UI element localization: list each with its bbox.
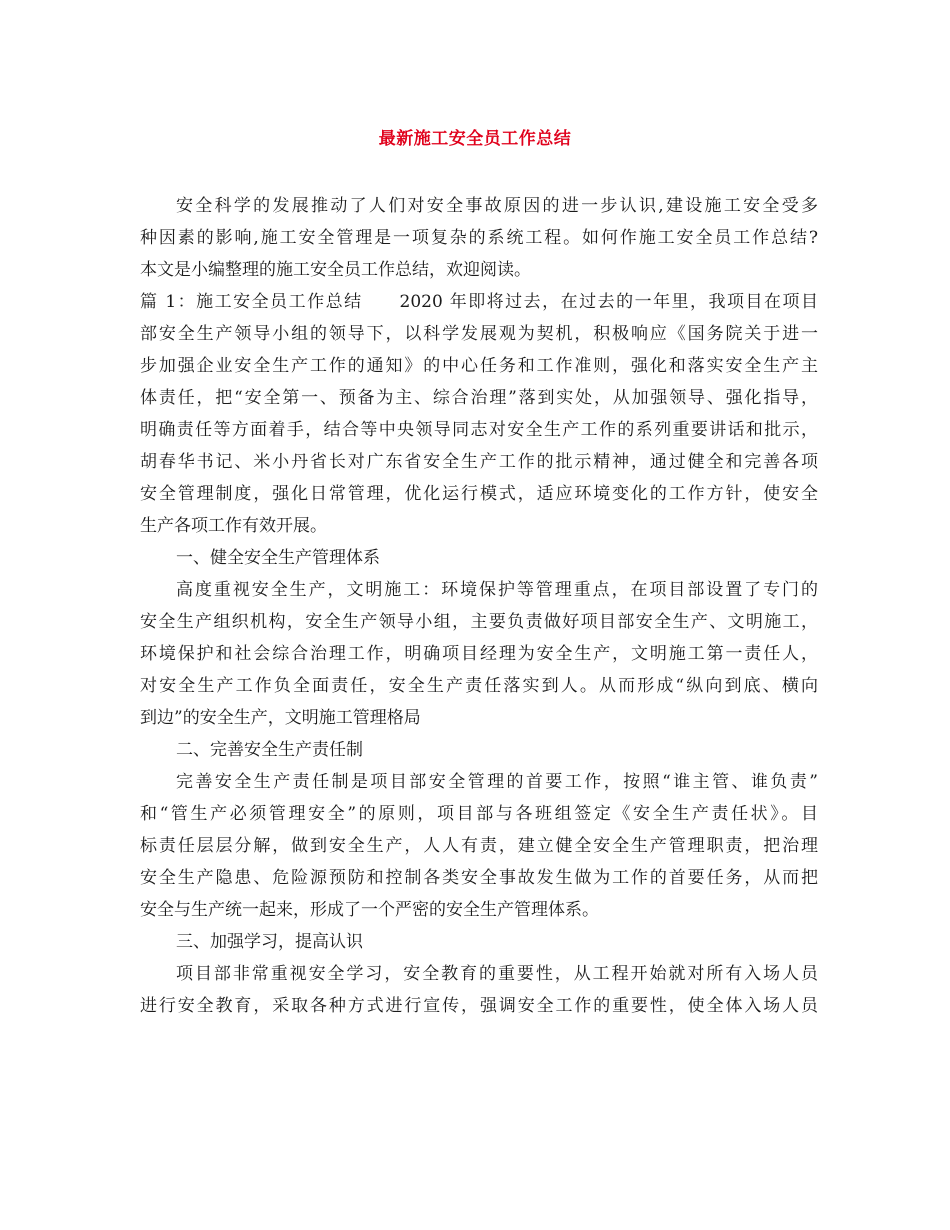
text-line: 安全与生产统一起来，形成了一个严密的安全生产管理体系。 [140, 900, 599, 920]
text-line: 种因素的影响,施工安全管理是一项复杂的系统工程。如何作施工安全员工作总结? [140, 228, 818, 248]
text-line: 到边”的安全生产，文明施工管理格局 [140, 708, 421, 728]
document-body [140, 190, 818, 1022]
document-title: 最新施工安全员工作总结 [378, 129, 572, 149]
text-line: 篇 1：施工安全员工作总结 2020 年即将过去，在过去的一年里，我项目在项目 [140, 292, 818, 312]
text-line: 环境保护和社会综合治理工作，明确项目经理为安全生产，文明施工第一责任人， [140, 644, 818, 664]
text-line: 安全科学的发展推动了人们对安全事故原因的进一步认识,建设施工安全受多 [176, 196, 818, 216]
text-line: 项目部非常重视安全学习，安全教育的重要性，从工程开始就对所有入场人员 [176, 964, 818, 984]
text-line: 高度重视安全生产，文明施工：环境保护等管理重点，在项目部设置了专门的 [176, 580, 818, 600]
text-line: 进行安全教育，采取各种方式进行宣传，强调安全工作的重要性，使全体入场人员 [140, 996, 818, 1016]
text-line: 步加强企业安全生产工作的通知》的中心任务和工作准则，强化和落实安全生产主 [140, 356, 818, 376]
text-line: 安全生产组织机构，安全生产领导小组，主要负责做好项目部安全生产、文明施工， [140, 612, 818, 632]
text-line: 部安全生产领导小组的领导下，以科学发展观为契机，积极响应《国务院关于进一 [140, 324, 818, 344]
text-line: 和“管生产必须管理安全”的原则，项目部与各班组签定《安全生产责任状》。目 [140, 804, 818, 824]
text-line: 本文是小编整理的施工安全员工作总结，欢迎阅读。 [140, 260, 531, 280]
text-line: 生产各项工作有效开展。 [140, 516, 327, 536]
text-line: 一、健全安全生产管理体系 [176, 548, 380, 568]
text-line: 明确责任等方面着手，结合等中央领导同志对安全生产工作的系列重要讲话和批示， [140, 420, 818, 440]
text-line: 对安全生产工作负全面责任，安全生产责任落实到人。从而形成“纵向到底、横向 [140, 676, 818, 696]
text-line: 标责任层层分解，做到安全生产，人人有责，建立健全安全生产管理职责，把治理 [140, 836, 818, 856]
text-line: 胡春华书记、米小丹省长对广东省安全生产工作的批示精神，通过健全和完善各项 [140, 452, 818, 472]
text-line: 体责任，把“安全第一、预备为主、综合治理”落到实处，从加强领导、强化指导， [140, 388, 818, 408]
text-line: 二、完善安全生产责任制 [176, 740, 363, 760]
text-line: 完善安全生产责任制是项目部安全管理的首要工作，按照“谁主管、谁负责” [176, 772, 818, 792]
text-line: 三、加强学习，提高认识 [176, 932, 363, 952]
text-line: 安全生产隐患、危险源预防和控制各类安全事故发生做为工作的首要任务，从而把 [140, 868, 818, 888]
text-line: 安全管理制度，强化日常管理，优化运行模式，适应环境变化的工作方针，使安全 [140, 484, 818, 504]
